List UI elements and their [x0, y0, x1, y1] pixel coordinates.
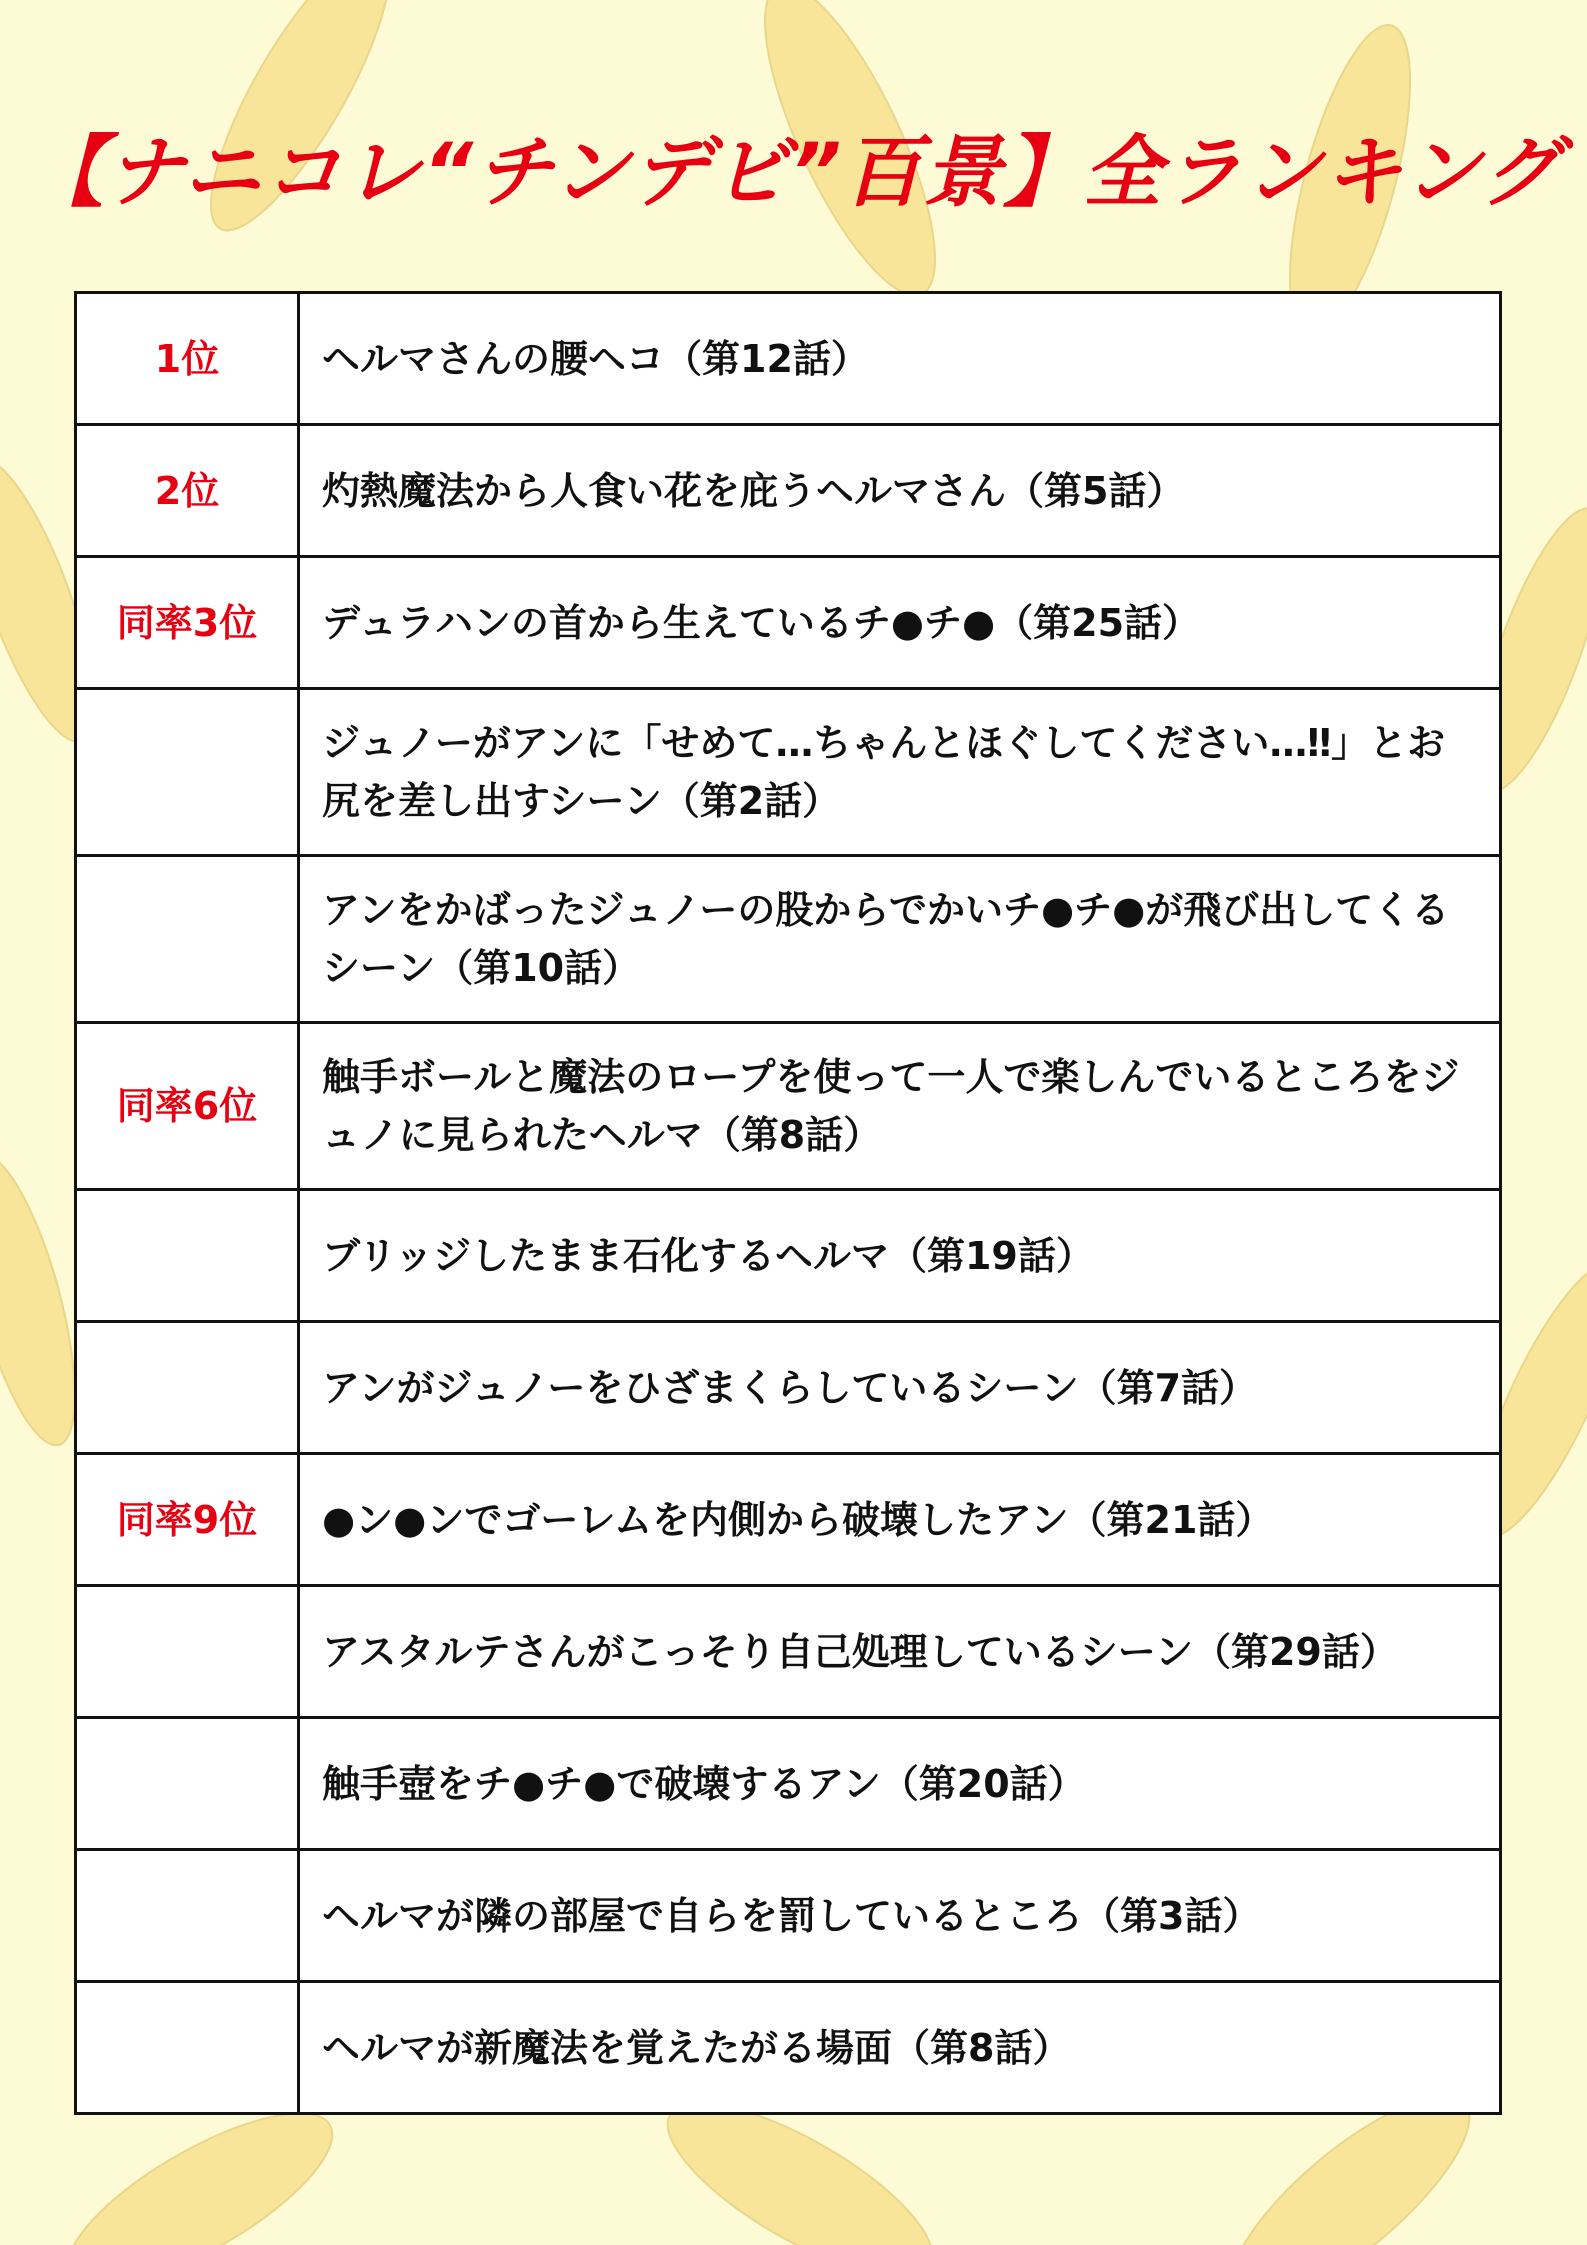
rank-cell: 同率6位 [76, 1023, 299, 1190]
page-title: 【ナニコレ“チンデビ”百景】全ランキング [25, 128, 1562, 218]
scene-cell: ヘルマが隣の部屋で自らを罰しているところ（第3話） [299, 1850, 1501, 1982]
scene-cell: アンがジュノーをひざまくらしているシーン（第7話） [299, 1322, 1501, 1454]
table-row [76, 1982, 1501, 2114]
scene-cell: デュラハンの首から生えているチ●チ●（第25話） [299, 557, 1501, 689]
table-row [76, 1322, 1501, 1454]
table-row [76, 1718, 1501, 1850]
table-row [76, 1023, 1501, 1190]
scene-cell: 触手壺をチ●チ●で破壊するアン（第20話） [299, 1718, 1501, 1850]
scene-cell: ジュノーがアンに「せめて…ちゃんとほぐしてください…‼」とお尻を差し出すシーン（第2話） [299, 689, 1501, 856]
table-row [76, 1454, 1501, 1586]
rank-cell [76, 1586, 299, 1718]
table-row [76, 1586, 1501, 1718]
rank-cell: 1位 [76, 293, 299, 425]
rank-cell [76, 1190, 299, 1322]
scene-cell: アンをかばったジュノーの股からでかいチ●チ●が飛び出してくるシーン（第10話） [299, 856, 1501, 1023]
scene-cell: ●ン●ンでゴーレムを内側から破壊したアン（第21話） [299, 1454, 1501, 1586]
table-row [76, 1850, 1501, 1982]
scene-cell: ブリッジしたまま石化するヘルマ（第19話） [299, 1190, 1501, 1322]
table-row [76, 856, 1501, 1023]
rank-cell: 2位 [76, 425, 299, 557]
rank-cell [76, 1718, 299, 1850]
rank-cell [76, 1322, 299, 1454]
rank-cell [76, 1850, 299, 1982]
table-row [76, 425, 1501, 557]
scene-cell: 灼熱魔法から人食い花を庇うヘルマさん（第5話） [299, 425, 1501, 557]
scene-cell: ヘルマが新魔法を覚えたがる場面（第8話） [299, 1982, 1501, 2114]
rank-cell: 同率3位 [76, 557, 299, 689]
table-row [76, 689, 1501, 856]
rank-cell: 同率9位 [76, 1454, 299, 1586]
ranking-table [74, 291, 1502, 2115]
rank-cell [76, 856, 299, 1023]
table-row [76, 1190, 1501, 1322]
scene-cell: アスタルテさんがこっそり自己処理しているシーン（第29話） [299, 1586, 1501, 1718]
rank-cell [76, 1982, 299, 2114]
rank-cell [76, 689, 299, 856]
table-row [76, 293, 1501, 425]
table-row [76, 557, 1501, 689]
scene-cell: ヘルマさんの腰ヘコ（第12話） [299, 293, 1501, 425]
scene-cell: 触手ボールと魔法のロープを使って一人で楽しんでいるところをジュノに見られたヘルマ（第8話） [299, 1023, 1501, 1190]
